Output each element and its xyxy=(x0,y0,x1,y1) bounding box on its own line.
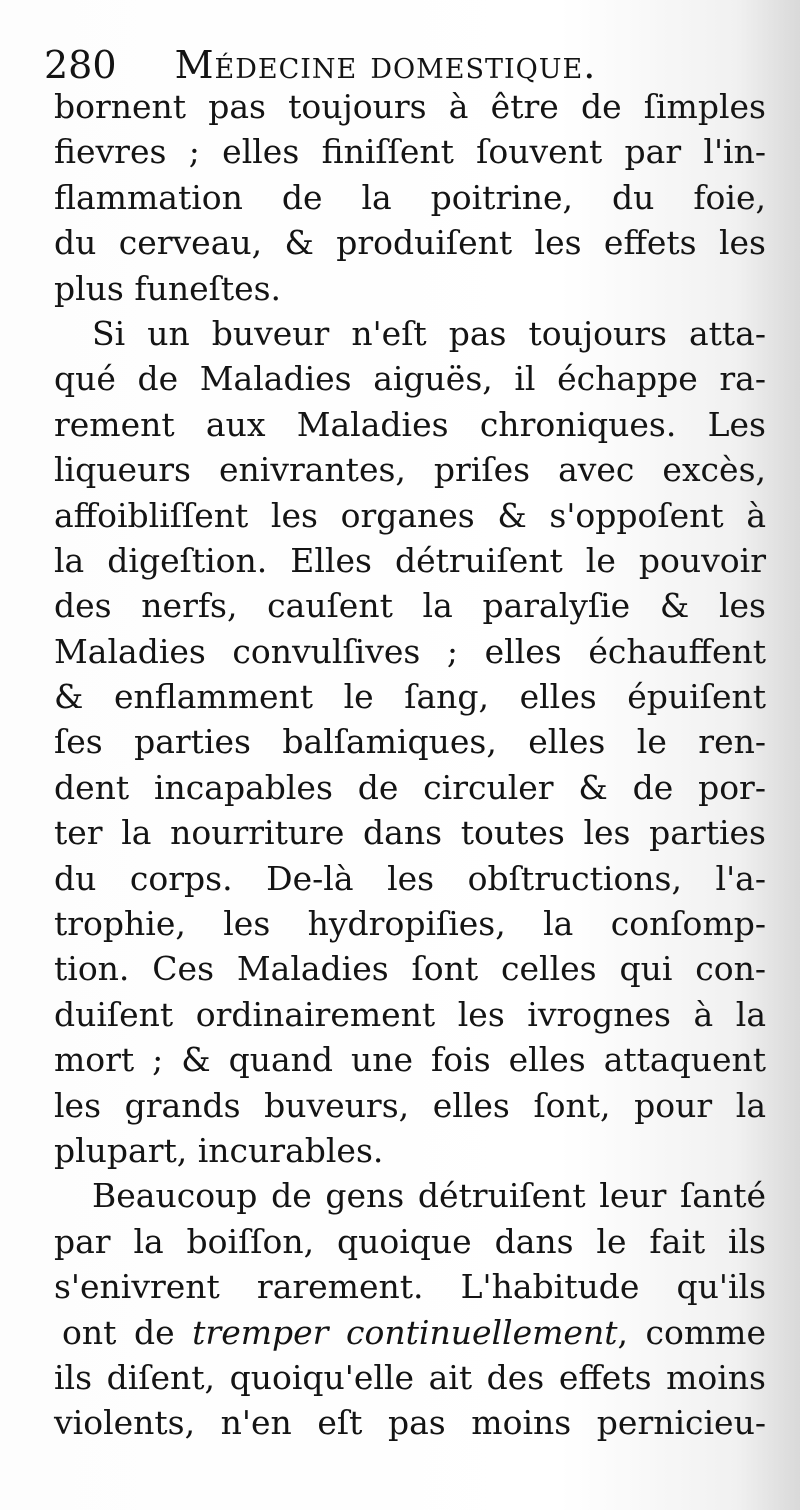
body-text xyxy=(54,84,766,1446)
text-line: ter la nourriture dans toutes les parties xyxy=(54,813,766,853)
text-line: par la boiſſon, quoique dans le fait ils xyxy=(54,1221,766,1261)
text-line: des nerfs, cauſent la paralyſie & les xyxy=(54,586,766,626)
text-line: du cerveau, & produiſent les effets les xyxy=(54,223,766,263)
text-line: plupart, incurables. xyxy=(54,1130,384,1170)
paragraph-start-line: Beaucoup de gens détruiſent leur ſanté xyxy=(92,1176,766,1216)
text-line: & enflamment le ſang, elles épuiſent xyxy=(54,677,766,717)
text-line: affoibliſſent les organes & s'oppoſent à xyxy=(54,495,766,535)
text-line: violents, n'en eſt pas moins pernicieu- xyxy=(54,1403,766,1443)
text-line: ſes parties balſamiques, elles le ren- xyxy=(54,722,766,762)
text-line: la digeſtion. Elles détruiſent le pouvoir xyxy=(54,540,766,580)
text-line: trophie, les hydropiſies, la conſomp- xyxy=(54,904,766,944)
text-line: rement aux Maladies chroniques. Les xyxy=(54,404,766,444)
text-line: Maladies convulſives ; elles échauffent xyxy=(54,631,766,671)
line-start-text: ont de xyxy=(62,1312,193,1352)
text-line: flammation de la poitrine, du foie, xyxy=(54,177,766,217)
text-line: dent incapables de circuler & de por- xyxy=(54,767,766,807)
text-line: plus funeſtes. xyxy=(54,268,282,308)
line-end-text: , comme xyxy=(617,1312,766,1352)
italic-phrase: tremper continuellement xyxy=(192,1312,618,1352)
text-line: fievres ; elles finiſſent ſouvent par l'in- xyxy=(54,132,766,172)
text-line-with-italic xyxy=(54,1310,766,1355)
running-head xyxy=(44,40,744,90)
text-line: mort ; & quand une fois elles attaquent xyxy=(54,1040,766,1080)
running-title: Médecine domestique. xyxy=(174,43,597,87)
text-line: s'enivrent rarement. L'habitude qu'ils xyxy=(54,1267,766,1307)
text-line: les grands buveurs, elles ſont, pour la xyxy=(54,1085,766,1125)
page-number: 280 xyxy=(44,43,117,87)
text-line: ils diſent, quoiqu'elle ait des effets moins xyxy=(54,1357,766,1397)
text-line: tion. Ces Maladies ſont celles qui con- xyxy=(54,949,766,989)
text-line: liqueurs enivrantes, priſes avec excès, xyxy=(54,450,766,490)
paragraph-start-line: Si un buveur n'eſt pas toujours atta- xyxy=(92,313,766,353)
text-line: qué de Maladies aiguës, il échappe ra- xyxy=(54,359,766,399)
text-line: du corps. De-là les obſtructions, l'a- xyxy=(54,858,766,898)
text-line: bornent pas toujours à être de ſimples xyxy=(54,87,766,126)
text-line: duiſent ordinairement les ivrognes à la xyxy=(54,994,766,1034)
